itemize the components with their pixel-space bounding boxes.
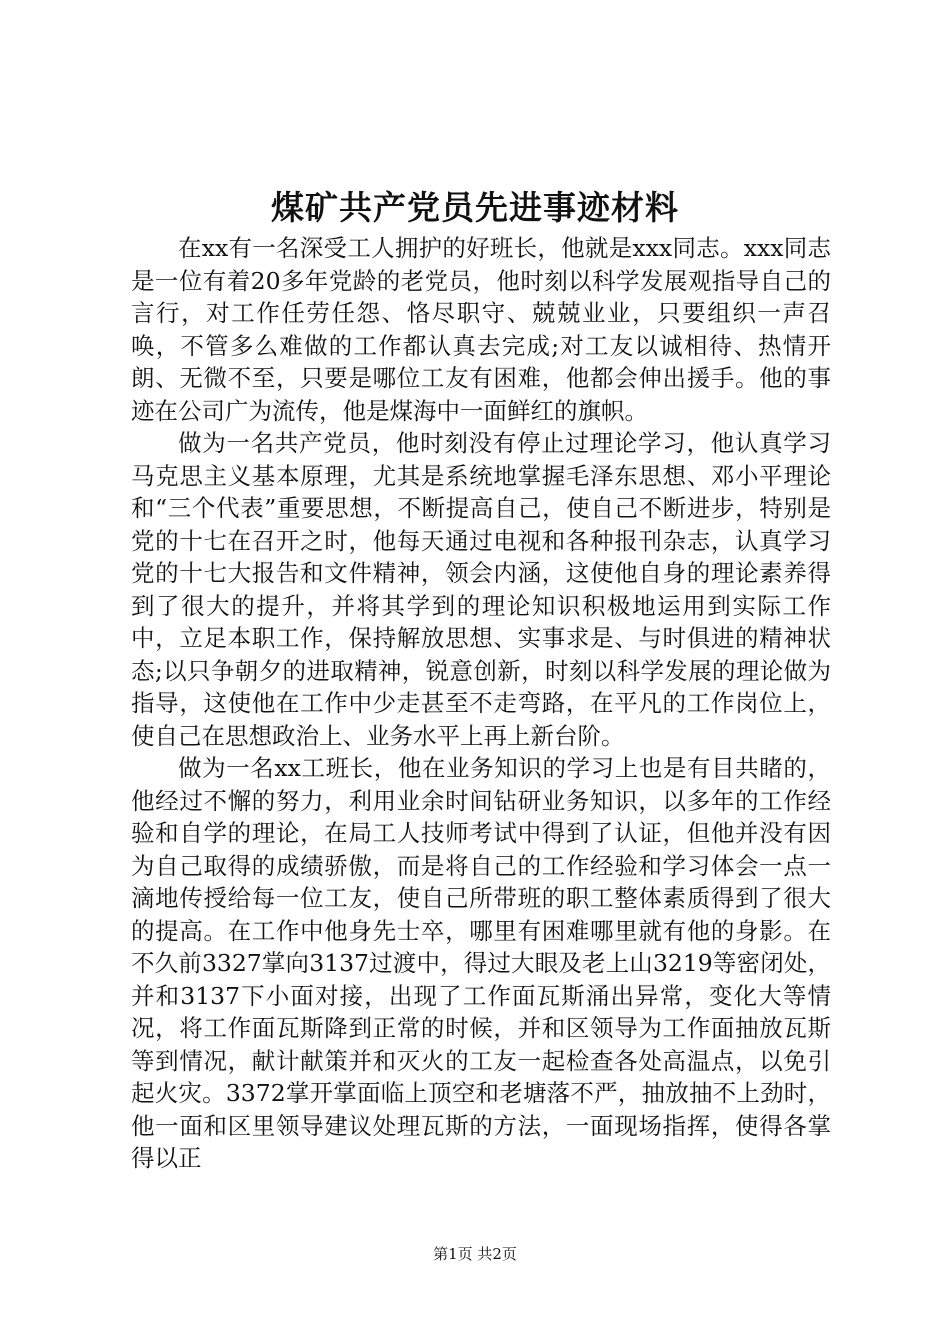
document-body: [131, 232, 831, 1175]
document-title: 煤矿共产党员先进事迹材料: [271, 188, 679, 227]
paragraph-3: 做为一名xx工班长，他在业务知识的学习上也是有目共睹的，他经过不懈的努力，利用业余时间钻研业务知识，以多年的工作经验和自学的理论，在局工人技师考试中得到了认证，但他并没有因为自己取得的成绩骄傲，而是将自己的工作经验和学习体会一点一滴地传授给每一位工友，使自己所带班的职工整体素质得到了很大的提高。在工作中他身先士卒，哪里有困难哪里就有他的身影。在不久前3327掌向3137过渡中，得过大眼及老上山3219等密闭处，并和3137下小面对接，出现了工作面瓦斯涌出异常，变化大等情况，将工作面瓦斯降到正常的时候，并和区领导为工作面抽放瓦斯等到情况，献计献策并和灭火的工友一起检查各处高温点，以免引起火灾。3372掌开掌面临上顶空和老塘落不严，抽放抽不上劲时，他一面和区里领导建议处理瓦斯的方法，一面现场指挥，使得各掌得以正: [131, 754, 831, 1172]
page-number: 第1页 共2页: [433, 1245, 517, 1263]
paragraph-2: 做为一名共产党员，他时刻没有停止过理论学习，他认真学习马克思主义基本原理，尤其是系统地掌握毛泽东思想、邓小平理论和“三个代表”重要思想，不断提高自己，使自己不断进步，特别是党的十七在召开之时，他每天通过电视和各种报刊杂志，认真学习党的十七大报告和文件精神，领会内涵，这使他自身的理论素养得到了很大的提升，并将其学到的理论知识积极地运用到实际工作中，立足本职工作，保持解放思想、实事求是、与时俱进的精神状态;以只争朝夕的进取精神，锐意创新，时刻以科学发展的理论做为指导，这使他在工作中少走甚至不走弯路，在平凡的工作岗位上，使自己在思想政治上、业务水平上再上新台阶。: [131, 429, 831, 750]
paragraph-1: 在xx有一名深受工人拥护的好班长，他就是xxx同志。xxx同志是一位有着20多年党龄的老党员，他时刻以科学发展观指导自己的言行，对工作任劳任怨、恪尽职守、兢兢业业，只要组织一声召唤，不管多么难做的工作都认真去完成;对工友以诚相待、热情开朗、无微不至，只要是哪位工友有困难，他都会伸出援手。他的事迹在公司广为流传，他是煤海中一面鲜红的旗帜。: [131, 234, 831, 425]
